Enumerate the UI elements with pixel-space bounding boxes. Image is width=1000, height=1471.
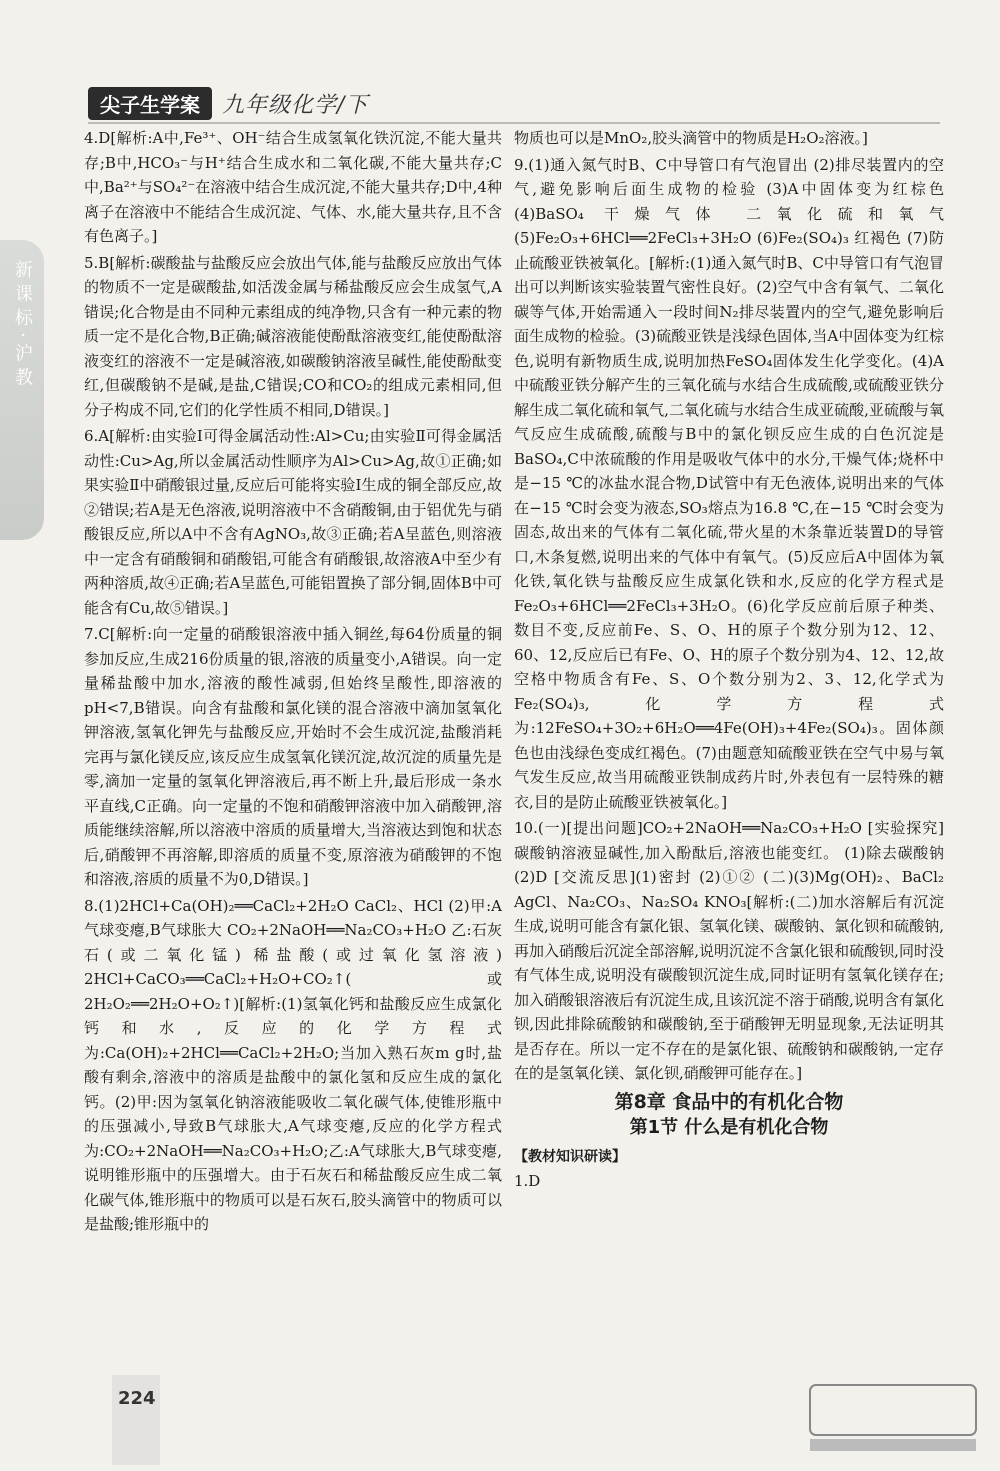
book-subtitle: 九年级化学/下 <box>222 92 369 118</box>
side-tab <box>0 240 44 540</box>
answer-4: 4.D[解析:A中,Fe³⁺、OH⁻结合生成氢氧化铁沉淀,不能大量共存;B中,HCO₃⁻与H⁺结合生成水和二氧化碳,不能大量共存;C中,Ba²⁺与SO₄²⁻在溶液中结合生成沉淀,不能大量共存;D中,4种离子在溶液中不能结合生成沉淀、气体、水,能大量共存,且不含有色离子。] <box>84 129 502 245</box>
answer-6: 6.A[解析:由实验Ⅰ可得金属活动性:Al>Cu;由实验Ⅱ可得金属活动性:Cu>Ag,所以金属活动性顺序为Al>Cu>Ag,故①正确;如果实验Ⅱ中硝酸银过量,反应后可能将实验Ⅰ生成的铜全部反应,故②错误;若A是无色溶液,说明溶液中不含硝酸铜,由于铝优先与硝酸银反应,所以A中不含有AgNO₃,故③正确;若A呈蓝色,则溶液中一定含有硝酸铜和硝酸铝,可能含有硝酸银,故溶液A中至少有两种溶质,故④正确;若A呈蓝色,可能铝置换了部分铜,固体B中可能含有Cu,故⑤错误。] <box>84 427 502 617</box>
header-divider <box>88 122 940 124</box>
watermark-logo-icon <box>808 1383 978 1453</box>
right-column <box>514 126 944 1196</box>
page-number: 224 <box>118 1388 156 1409</box>
section-title: 第1节 什么是有机化合物 <box>629 1117 829 1138</box>
side-tab-label: 新课标·沪教 <box>12 260 33 392</box>
chapter-title: 第8章 食品中的有机化合物 <box>614 1090 844 1113</box>
answer-9: 9.(1)通入氮气时B、C中导管口有气泡冒出 (2)排尽装置内的空气,避免影响后面生成物的检验 (3)A中固体变为红棕色 (4)BaSO₄ 干燥气体 二氧化硫和氧气 (5)Fe₂O₃+6HCl══2FeCl₃+3H₂O (6)Fe₂(SO₄)₃ 红褐色 (7)防止硫酸亚铁被氧化。[解析:(1)通入氮气时B、C中导管口有气泡冒出可以判断该实验装置气密性良好。(2)空气中含有氧气、二氧化碳等气体,开始需通入一段时间N₂排尽装置内的空气,避免影响后面生成物的检验。(3)硫酸亚铁是浅绿色固体,当A中固体变为红棕色,说明有新物质生成,说明加热FeSO₄固体发生化学变化。(4)A中硫酸亚铁分解产生的三氧化硫与水结合生成硫酸,或硫酸亚铁分解生成二氧化硫和氧气,二氧化硫与水结合生成亚硫酸,亚硫酸与氧气反应生成硫酸,硫酸与B中的氯化钡反应生成的白色沉淀是BaSO₄,C中浓硫酸的作用是吸收气体中的水分,干燥气体;烧杯中是−15 ℃的冰盐水混合物,D试管中有无色液体,说明出来的气体在−15 ℃时会变为液态,SO₃熔点为16.8 ℃,在−15 ℃时会变为固态,故出来的气体有二氧化硫,带火星的木条靠近装置D的导管口,木条复燃,说明出来的气体中有氧气。(5)反应后A中固体为氧化铁,氧化铁与盐酸反应生成氯化铁和水,反应的化学方程式是Fe₂O₃+6HCl══2FeCl₃+3H₂O。(6)化学反应前后原子种类、数目不变,反应前Fe、S、O、H的原子个数分别为12、12、60、12,反应后已有Fe、O、H的原子个数分别为4、12、12,故空格中物质含有Fe、S、O个数分别为2、3、12,化学式为Fe₂(SO₄)₃,化学方程式为:12FeSO₄+3O₂+6H₂O══4Fe(OH)₃+4Fe₂(SO₄)₃。固体颜色也由浅绿色变成红褐色。(7)由题意知硫酸亚铁在空气中易与氧气发生反应,故当用硫酸亚铁制成药片时,外表包有一层特殊的糖衣,目的是防止硫酸亚铁被氧化。] <box>514 155 944 811</box>
page-header <box>88 86 368 120</box>
answer-8-continued: 物质也可以是MnO₂,胶头滴管中的物质是H₂O₂溶液。] <box>514 129 868 147</box>
answer-8: 8.(1)2HCl+Ca(OH)₂══CaCl₂+2H₂O CaCl₂、HCl (2)甲:A气球变瘪,B气球胀大 CO₂+2NaOH══Na₂CO₃+H₂O 乙:石灰石(或二氧化锰) 稀盐酸(或过氧化氢溶液) 2HCl+CaCO₃══CaCl₂+H₂O+CO₂↑(或2H₂O₂══2H₂O+O₂↑)[解析:(1)氢氧化钙和盐酸反应生成氯化钙和水,反应的化学方程式为:Ca(OH)₂+2HCl══CaCl₂+2H₂O;当加入熟石灰m g时,盐酸有剩余,溶液中的溶质是盐酸中的氯化氢和反应生成的氯化钙。(2)甲:因为氢氧化钠溶液能吸收二氧化碳气体,使锥形瓶中的压强减小,导致B气球胀大,A气球变瘪,反应的化学方程式为:CO₂+2NaOH══Na₂CO₃+H₂O;乙:A气球胀大,B气球变瘪,说明锥形瓶中的压强增大。由于石灰石和稀盐酸反应生成二氧化碳气体,锥形瓶中的物质可以是石灰石,胶头滴管中的物质可以是盐酸;锥形瓶中的 <box>84 896 502 1233</box>
brand-label: 尖子生学案 <box>88 87 212 120</box>
left-column <box>84 126 502 1239</box>
answer-5: 5.B[解析:碳酸盐与盐酸反应会放出气体,能与盐酸反应放出气体的物质不一定是碳酸盐,如活泼金属与稀盐酸反应会生成氢气,A错误;化合物是由不同种元素组成的纯净物,只含有一种元素的物质一定不是化合物,B正确;碱溶液能使酚酞溶液变红,能使酚酞溶液变红的溶液不一定是碱溶液,如碳酸钠溶液呈碱性,能使酚酞变红,但碳酸钠不是碱,是盐,C错误;CO和CO₂的组成元素相同,但分子构成不同,它们的化学性质不相同,D错误。] <box>84 253 502 419</box>
answer-7: 7.C[解析:向一定量的硝酸银溶液中插入铜丝,每64份质量的铜参加反应,生成216份质量的银,溶液的质量变小,A错误。向一定量稀盐酸中加水,溶液的酸性减弱,但始终呈酸性,即溶液的pH<7,B错误。向含有盐酸和氯化镁的混合溶液中滴加氢氧化钾溶液,氢氧化钾先与盐酸反应,开始时不会生成沉淀,盐酸消耗完再与氯化镁反应,该反应生成氢氧化镁沉淀,故沉淀的质量先是零,滴加一定量的氢氧化钾溶液后,再不断上升,最后形成一条水平直线,C正确。向一定量的不饱和硝酸钾溶液中加入硝酸钾,溶质能继续溶解,所以溶液中溶质的质量增大,当溶液达到饱和状态后,硝酸钾不再溶解,即溶质的质量不变,原溶液为硝酸钾的不饱和溶液,溶质的质量不为0,D错误。] <box>84 625 502 888</box>
answer-10: 10.(一)[提出问题]CO₂+2NaOH══Na₂CO₃+H₂O [实验探究]碳酸钠溶液显碱性,加入酚酞后,溶液也能变红。 (1)除去碳酸钠 (2)D [交流反思](1)密封 (2)①② (二)(3)Mg(OH)₂、BaCl₂ AgCl、Na₂CO₃、Na₂SO₄ KNO₃[解析:(二)加水溶解后有沉淀生成,说明可能含有氯化银、氢氧化镁、碳酸钠、氯化钡和硫酸钠,再加入硝酸后沉淀全部溶解,说明沉淀不含氯化银和硫酸钡,同时没有气体生成,说明没有碳酸钡沉淀生成,同时证明有氢氧化镁存在;加入硝酸银溶液后有沉淀生成,且该沉淀不溶于硝酸,说明含有氯化钡,因此排除硫酸钠和碳酸钠,至于硝酸钾无明显现象,无法证明其是否存在。所以一定不存在的是氯化银、硫酸钠和碳酸钠,一定存在的是氢氧化镁、氯化钡,硝酸钾可能存在。] <box>514 819 944 1082</box>
study-label: 【教材知识研读】 <box>514 1148 626 1165</box>
answer-1: 1.D <box>514 1172 541 1190</box>
